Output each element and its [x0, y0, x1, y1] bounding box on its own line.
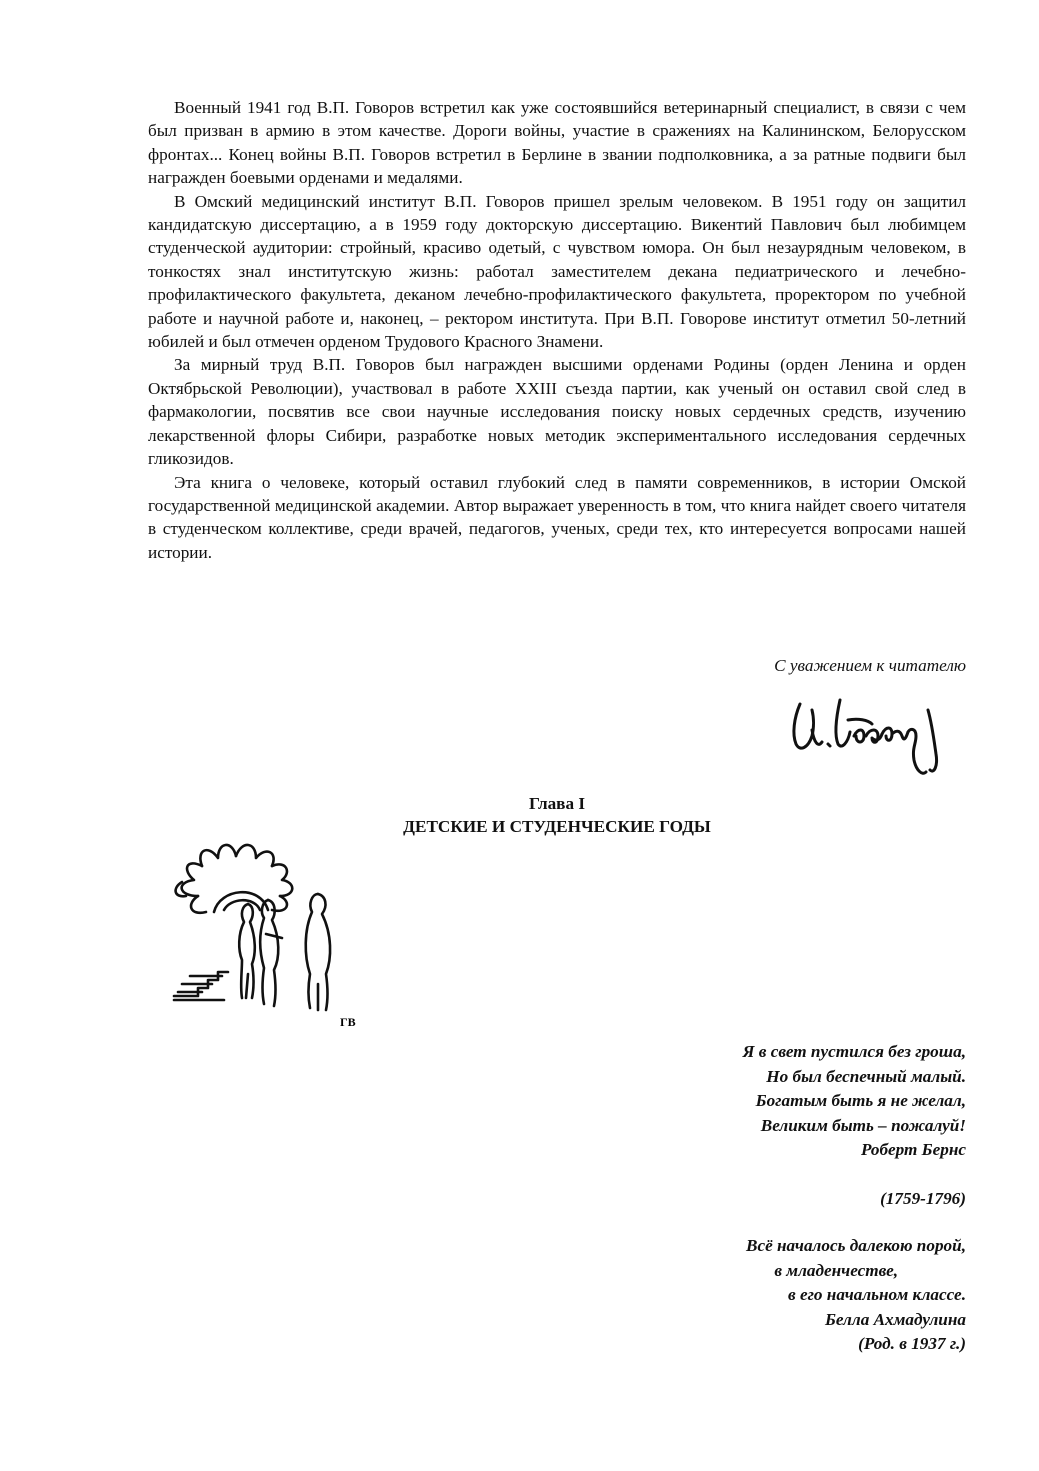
paragraph: За мирный труд В.П. Говоров был награжден высшими орденами Родины (орден Ленина и орден Октябрьской Революции), участвовал в работе XXIII съезда партии, как ученый он оставил свой след в фармакологии, посвятив все свои научные исследования поиску новых сердечных средств, изучению лекарственной флоры Сибири, разработке новых методик экспериментального исследования сердечных гликозидов.	[148, 355, 966, 469]
epigraph-burns	[743, 1040, 966, 1212]
epigraph-dates: (1759-1796)	[880, 1188, 966, 1208]
chapter-illustration	[168, 834, 368, 1034]
epigraph-line: Я в свет пустился без гроша,	[742, 1042, 966, 1061]
epigraph-line: Богатым быть я не желал,	[755, 1091, 966, 1111]
chapter-number: Глава I	[528, 794, 586, 813]
epigraph-line: Великим быть – пожалуй!	[760, 1115, 966, 1135]
chapter-title: ДЕТСКИЕ И СТУДЕНЧЕСКИЕ ГОДЫ	[403, 817, 711, 836]
epigraph-author: Белла Ахмадулина	[824, 1309, 966, 1329]
chapter-heading	[0, 792, 1039, 838]
closing-text: С уважением к читателю	[774, 656, 966, 675]
epigraph-dates: (Род. в 1937 г.)	[858, 1334, 966, 1354]
epigraph-line: Всё началось далекою порой,	[746, 1236, 966, 1255]
signature-image	[788, 690, 958, 782]
epigraph-line: в его начальном классе.	[787, 1285, 966, 1305]
epigraph-author: Роберт Бернс	[860, 1140, 966, 1160]
epigraph-akhmadulina	[746, 1234, 966, 1357]
body-text	[148, 96, 966, 564]
paragraph: Эта книга о человеке, который оставил глубокий след в памяти современников, в истории Омской государственной медицинской академии. Автор выражает уверенность в том, что книга найдет своего читателя в студенческом коллективе, среди врачей, педагогов, ученых, среди тех, кто интересуется вопросами нашей истории.	[148, 472, 966, 562]
epigraph-line: Но был беспечный малый.	[766, 1066, 966, 1086]
illustration-monogram: ГВ	[340, 1015, 356, 1029]
paragraph: Военный 1941 год В.П. Говоров встретил как уже состоявшийся ветеринарный специалист, в связи с чем был призван в армию в этом качестве. Дороги войны, участие в сражениях на Калининском, Белорусском фронтах... Конец войны В.П. Говоров встретил в Берлине в звании подполковника, а за ратные подвиги был награжден боевыми орденами и медалями.	[148, 98, 966, 188]
epigraph-line: в младенчестве,	[774, 1260, 898, 1280]
paragraph: В Омский медицинский институт В.П. Говоров пришел зрелым человеком. В 1951 году он защитил кандидатскую диссертацию, а в 1959 году докторскую диссертацию. Викентий Павлович был любимцем студенческой аудитории: стройный, красиво одетый, с чувством юмора. Он был незаурядным человеком, в тонкостях знал институтскую жизнь: работал заместителем декана педиатрического и лечебно-профилактического факультета, деканом лечебно-профилактического факультета, проректором по учебной работе и научной работе и, наконец, – ректором института. При В.П. Говорове институт отметил 50-летний юбилей и был отмечен орденом Трудового Красного Знамени.	[148, 191, 966, 352]
